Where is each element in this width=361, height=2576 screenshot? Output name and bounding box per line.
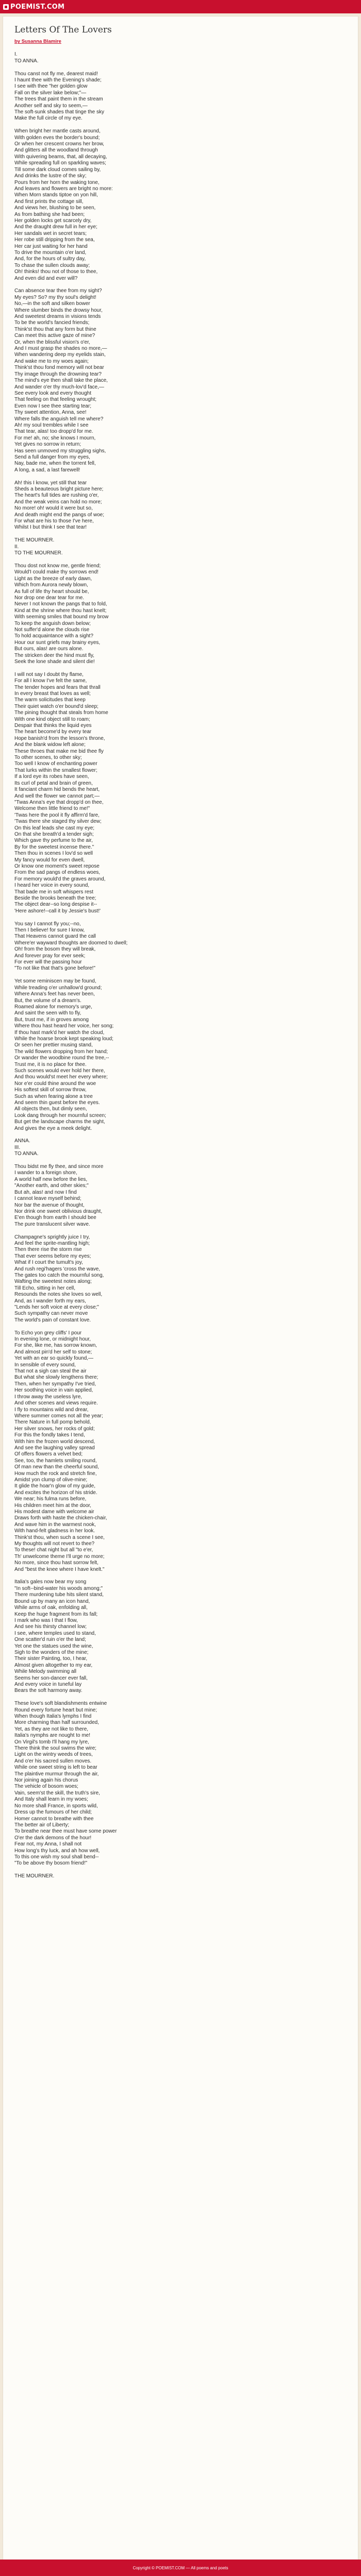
- poem-line: The soft-sunk shades that tinge the sky: [14, 109, 104, 115]
- poem-line: There think the soul swims the wire;: [14, 1745, 96, 1752]
- poem-text: [14, 52, 347, 1879]
- poem-line: Kind at the shrine where thou hast knelt;: [14, 607, 107, 614]
- poem-line: "To be above thy bosom friend!": [14, 1860, 88, 1867]
- poem-line: With hand-felt gladness in her look.: [14, 1528, 95, 1534]
- poem-line: "To not like that that's gone before!": [14, 965, 95, 972]
- poem-line: For memory would'd the graves around,: [14, 876, 106, 882]
- poem-line: Whilst I but think I see that tear!: [14, 524, 87, 531]
- poem-line: Ah! my soul trembles while I see: [14, 422, 89, 428]
- poem-line: The pure translucent silver wave.: [14, 1221, 90, 1227]
- poem-line: Yet some reminiscen may be found,: [14, 978, 96, 985]
- stanza-break: [14, 64, 347, 71]
- poem-line: The world's pain of constant love.: [14, 1317, 91, 1323]
- poem-line: Seems her son-dancer ever fall,: [14, 1675, 88, 1681]
- poem-line: Pours from her horn the waking tone,: [14, 179, 100, 185]
- poem-line: Amidst yon clump of olive-mine;: [14, 1477, 88, 1483]
- poem-line: Th' unwelcome theme I'll urge no more;: [14, 1553, 105, 1560]
- poem-line: That tear, alas! too dropp'd for me.: [14, 429, 93, 435]
- poem-line: To breathe near thee must have some power: [14, 1828, 117, 1835]
- poem-line: Round every fortune heart but mine;: [14, 1707, 97, 1713]
- poem-line: These love's soft blandishments entwine: [14, 1701, 107, 1707]
- poem-line: And saint the seen with to fly,: [14, 1010, 81, 1016]
- poem-line: And leaves and flowers are bright no more:: [14, 185, 113, 192]
- poem-line: And I must grasp the shades no more,—: [14, 346, 107, 352]
- poem-line: Such scenes would ever hold her there,: [14, 1067, 105, 1074]
- stanza-break: [14, 972, 347, 978]
- poem-line: Send a full danger from my eyes,: [14, 454, 90, 460]
- poem-line: Then thou in scenes I lov'd so well: [14, 851, 93, 857]
- poem-line: I haunt thee with the Evening's shade;: [14, 77, 102, 83]
- poem-line: And every voice in tuneful lay: [14, 1681, 82, 1687]
- poem-line: While treading o'er unhallow'd ground;: [14, 985, 102, 991]
- poem-line: And drinks the lustre of the sky;: [14, 173, 87, 179]
- poem-line: My eyes? So? my thy soul's delight!: [14, 294, 96, 300]
- poem-line: Or know one moment's sweet repose: [14, 863, 100, 869]
- poem-line: Beside the brooks beneath the tree;: [14, 895, 96, 902]
- poem-line: From the sad pangs of endless woes,: [14, 870, 101, 876]
- poem-line: I see with thee "her golden glow: [14, 83, 88, 90]
- poem-line: And excites the horizon of his stride.: [14, 1489, 97, 1496]
- poem-line: Nor joining again his chorus: [14, 1777, 78, 1784]
- poem-line: ANNA.: [14, 1138, 30, 1144]
- poem-line: Which gave thy perfume to the air,: [14, 838, 93, 844]
- poem-line: For she, like me, has sorrow known,: [14, 1343, 97, 1349]
- poem-line: Seek the lone shade and silent die!: [14, 658, 95, 665]
- poem-line: Thou canst not fly me, dearest maid!: [14, 71, 98, 77]
- poem-line: By for the sweetest incense there.": [14, 844, 94, 850]
- poem-line: The vehicle of bosom woes;: [14, 1784, 78, 1790]
- poem-line: "Twas Anna's eye that dropp'd on thee,: [14, 799, 104, 805]
- poem-line: A long, a sad, a last farewell!: [14, 467, 80, 473]
- poem-line: Hour our sunt griefs may brainy eyes,: [14, 639, 101, 646]
- poem-line: For what are his to those I've here,: [14, 518, 94, 524]
- poem-line: Italia's gales now bear my song: [14, 1579, 87, 1585]
- poem-line: Sheds a beauteous bright picture here;: [14, 486, 104, 493]
- poem-line: Yet one the statues used the wine,: [14, 1643, 93, 1649]
- poem-line: On this leaf leads she cast my eye;: [14, 825, 95, 831]
- stanza-break: [14, 665, 347, 671]
- poem-line: To drive the mountain o'er land,: [14, 249, 87, 256]
- poem-line: And wander o'er thy much-lov'd face,—: [14, 384, 104, 390]
- poem-line: Nor drop one dear tear for me.: [14, 595, 85, 601]
- poem-line: How much the rock and stretch fine,: [14, 1470, 97, 1477]
- poem-line: The plaintive murmur through the air,: [14, 1771, 99, 1777]
- poem-line: For ever will the passing hour: [14, 959, 82, 965]
- poem-line: Think'st thou fond memory will not bear: [14, 365, 104, 371]
- poem-line: Her soothing voice in vain applied,: [14, 1387, 93, 1394]
- poem-line: Which from Aurora newly blown,: [14, 582, 88, 588]
- poem-line: To these! chat night but all "to e'er,: [14, 1547, 93, 1553]
- poem-line: When wandering deep my eyelids stain,: [14, 352, 106, 358]
- poem-line: But what she slowly lengthens there;: [14, 1375, 99, 1381]
- poem-line: And almost pin'd her self to stone;: [14, 1349, 92, 1355]
- poem-line: And wake me to my woes again;: [14, 358, 89, 364]
- stanza-break: [14, 1158, 347, 1164]
- poem-line: To Echo yon grey cliffs' I pour: [14, 1330, 82, 1336]
- poem-line: With quivering beams, that, all decaying,: [14, 154, 107, 160]
- poem-line: Despair that thinks the liquid eyes: [14, 723, 92, 729]
- poem-line: O'er the dark demons of the hour!: [14, 1835, 92, 1841]
- poem-line: While the hoarse brook kept speaking loud;: [14, 1036, 113, 1042]
- poem-line: To hold acquaintance with a sight?: [14, 633, 93, 639]
- poem-line: I heard her voice in every sound,: [14, 883, 90, 889]
- poem-line: TO ANNA.: [14, 1151, 39, 1157]
- poem-line: With one kind object still to roam;: [14, 716, 90, 722]
- poem-line: And gives the eye a meek delight.: [14, 1125, 92, 1131]
- poem-line: THE MOURNER.: [14, 537, 55, 544]
- poem-line: It fanciant charm hid bends the heart,: [14, 787, 100, 793]
- poem-line: The gates too catch the mournful song,: [14, 1272, 104, 1278]
- poem-line: With seeming smiles that bound my brow: [14, 614, 109, 620]
- site-header: [0, 0, 361, 13]
- poem-line: Thou bidst me fly thee, and since more: [14, 1164, 104, 1170]
- poem-line: When though Italia's lymphs I find: [14, 1714, 92, 1720]
- poem-card: [3, 16, 358, 2576]
- poem-line: I wander to a foreign shore,: [14, 1170, 77, 1176]
- poem-line: Has seen unmoved my struggling sighs,: [14, 448, 106, 454]
- poem-line: And rush regi'hagers 'cross the wave,: [14, 1266, 101, 1272]
- poem-line: I fly to mountains wild and drear,: [14, 1406, 89, 1413]
- poem-line: Italia's nymphs are nought to me!: [14, 1733, 90, 1739]
- poem-line: II.: [14, 544, 19, 550]
- site-logo[interactable]: [3, 3, 64, 11]
- poem-line: No,—in the soft and silken bower: [14, 301, 90, 307]
- poem-line: And well the flower we cannot part;—: [14, 793, 100, 799]
- poem-line: While spreading full on sparkling waves;: [14, 160, 106, 166]
- poem-line: Till some dark cloud comes sailing by,: [14, 166, 101, 173]
- poem-line: And Italy shall learn in my woes;: [14, 1797, 88, 1803]
- poem-line: How long's thy luck, and ah how well,: [14, 1848, 100, 1854]
- poem-line: Light as the breeze of early dawn,: [14, 575, 92, 582]
- poem-line: And seem thin guest before the eyes.: [14, 1100, 100, 1106]
- poem-line: For all I know I've felt the same,: [14, 678, 87, 684]
- poem-line: One scatter'd ruin o'er the land;: [14, 1637, 86, 1643]
- poem-line: Look dang through her mournful screen;: [14, 1112, 106, 1118]
- poem-line: Nor e'er could thine around the woe: [14, 1080, 96, 1087]
- poem-line: If a lord eye its robes have seen,: [14, 774, 89, 780]
- poem-line: And glitters all the woodland through: [14, 147, 98, 154]
- stanza-break: [14, 122, 347, 128]
- poem-line: Thou dost not know me, gentle friend;: [14, 563, 101, 569]
- poem-line: Even now I see thee starting tear;: [14, 403, 91, 409]
- poem-line: The warm solicitudes that keep: [14, 697, 86, 703]
- poem-line: With him the frozen world descend,: [14, 1438, 95, 1445]
- poem-line: I see, where temples used to stand,: [14, 1630, 96, 1636]
- poem-line: And forever pray for ever seek;: [14, 953, 86, 959]
- poem-line: See, too, the hamlets smiling round,: [14, 1458, 97, 1464]
- poem-line: I cannot leave myself behind;: [14, 1196, 81, 1202]
- poem-line: 'Twas here the pool it fly affirm'd fare,: [14, 812, 100, 818]
- poem-line: TO ANNA.: [14, 58, 39, 64]
- poem-line: To other scenes, to other sky;: [14, 755, 82, 761]
- poem-line: In sensible of every sound,: [14, 1362, 76, 1368]
- poem-line: Bears the soft harmony away.: [14, 1688, 83, 1694]
- poem-line: Not suffer'd alone the clouds rise: [14, 626, 90, 633]
- poem-line: Then there rise the storm rise: [14, 1247, 82, 1253]
- poem-line: Her sandals wet in secret tears;: [14, 230, 87, 236]
- logo-text: POEMIST.COM: [10, 3, 65, 11]
- poem-line: Can absence tear thee from my sight?: [14, 288, 102, 294]
- poem-line: Yet, as they are not like to there,: [14, 1726, 89, 1732]
- poem-line: No more shall France, in sports wild,: [14, 1803, 98, 1809]
- poem-line: III.: [14, 1144, 21, 1150]
- poem-line: Their quiet watch o'er bound'd sleep;: [14, 703, 99, 709]
- poem-line: It glide the hoar'n glow of my guide,: [14, 1483, 96, 1489]
- poem-line: Then I believe! for sure I know,: [14, 927, 85, 934]
- poem-line: Her golden locks get scarcely dry,: [14, 217, 92, 224]
- poem-line: I will not say I doubt thy flame,: [14, 671, 84, 677]
- poem-line: To chase the sullen clouds away;: [14, 262, 90, 268]
- poem-line: With golden eves the border's bound;: [14, 134, 100, 141]
- poem-line: Never I not known the pangs that to fold,: [14, 601, 107, 607]
- stanza-break: [14, 531, 347, 537]
- stanza-break: [14, 1324, 347, 1330]
- poem-line: See every look and every thought: [14, 390, 91, 396]
- poem-line: But, the volume of a dream's.: [14, 997, 81, 1004]
- site-footer: [0, 2560, 361, 2576]
- poem-line: Oh! from the bosom they will break,: [14, 946, 96, 953]
- poem-line: E'en though from earth I should bee: [14, 1215, 96, 1221]
- poem-line: And the weak veins can hold no more;: [14, 499, 102, 505]
- poem-line: Ah! this I know, yet still that tear: [14, 480, 87, 486]
- poem-line: Such as when fearing alone a tree: [14, 1093, 93, 1099]
- stanza-break: [14, 1132, 347, 1138]
- poem-line: Then, when her sympathy I've tried,: [14, 1381, 96, 1387]
- poem-line: TO THE MOURNER.: [14, 550, 63, 556]
- poem-line: The wild flowers dropping from her hand;: [14, 1048, 108, 1055]
- poem-line: My thoughts will not revert to thee?: [14, 1541, 95, 1547]
- poem-line: Where thou hast heard her voice, her song;: [14, 1023, 114, 1029]
- poem-line: A world half new before the lies,: [14, 1176, 88, 1182]
- poem-line: The stricken deer the hind must fly,: [14, 652, 94, 658]
- poem-line: But ah, alas! and now I find: [14, 1189, 77, 1195]
- poem-line: While one sweet string is left to bear: [14, 1765, 97, 1771]
- poem-line: Where slumber binds the drowsy hour,: [14, 307, 103, 313]
- poem-line: Nay, bade me, when the torrent fell,: [14, 461, 96, 467]
- poem-line: You say I cannot fly you;--no,: [14, 921, 81, 927]
- stanza-break: [14, 1573, 347, 1579]
- poem-line: Where Anna's feet has never been,: [14, 991, 95, 997]
- poem-line: Where falls the anguish tell me where?: [14, 416, 104, 422]
- poem-line: All objects then, but dimly seen,: [14, 1106, 87, 1112]
- poem-line: That not a sigh can steal the air: [14, 1368, 87, 1375]
- poem-line: Think'st thou, when such a scene I see,: [14, 1534, 105, 1540]
- poem-line: For this the fondly takes I tend,: [14, 1432, 85, 1438]
- poem-line: The heart become'd by every tear: [14, 729, 92, 735]
- poem-line: Hope banish'd from the lesson's throne,: [14, 735, 105, 741]
- poem-line: And even did and ever will?: [14, 275, 78, 281]
- poem-line: Thy image through the drowning tear?: [14, 371, 102, 377]
- poem-line: Such sympathy can never move: [14, 1311, 88, 1317]
- poem-line: The mind's eye then shall take the place,: [14, 378, 108, 384]
- poem-line: Almost given altogether to my ear,: [14, 1662, 93, 1668]
- poem-line: And, for the hours of sultry day,: [14, 256, 86, 262]
- poem-line: 'Here ashore!--call it by Jessie's bust!': [14, 908, 101, 914]
- poem-line: When Morn stands tiptoe on yon hill,: [14, 192, 98, 198]
- poem-line: While arms of oak, enfolding all,: [14, 1605, 88, 1611]
- poem-line: And see the laughing valley spread: [14, 1445, 95, 1451]
- poem-line: Its curl of petal and brain of green,: [14, 780, 93, 786]
- poem-line: The object dear--so long despise it--: [14, 902, 97, 908]
- author-link[interactable]: by Susanna Blamire: [14, 39, 61, 45]
- poem-line: We near; his fulma runs before,: [14, 1496, 87, 1502]
- poem-line: Homer cannot to breathe with thee: [14, 1816, 94, 1822]
- poem-line: THE MOURNER.: [14, 1873, 55, 1879]
- poem-line: If thou hast mark'd her watch the cloud,: [14, 1029, 105, 1036]
- stanza-break: [14, 282, 347, 288]
- poem-line: Or when her crescent crowns her brow,: [14, 141, 104, 147]
- poem-line: And views her, blushing to be seen,: [14, 205, 96, 211]
- poem-line: And the draught drew full in her eye;: [14, 224, 97, 230]
- poem-line: Can meet this active gaze of mine?: [14, 333, 95, 339]
- poem-line: That ever seems before my eyes;: [14, 1253, 91, 1259]
- poem-line: And feel the sprite-mantling high;: [14, 1240, 90, 1246]
- poem-line: And "best the knee where I have knelt.": [14, 1566, 105, 1572]
- poem-line: That bade me in soft whispers rest: [14, 889, 93, 895]
- poem-line: Yet gives no sorrow in return;: [14, 442, 81, 448]
- poem-line: That lurks within the smallest flower;: [14, 767, 97, 773]
- poem-line: On Virgil's tomb I'll hang my lyre,: [14, 1739, 89, 1745]
- poem-line: The heart's full tides are rushing o'er,: [14, 493, 99, 499]
- poem-line: Too well I know of enchanting power: [14, 761, 97, 767]
- footer-text: Copyright © POEMIST.COM — All poems and poets: [133, 2565, 228, 2570]
- poem-line: Or seen her prettier musing stand,: [14, 1042, 93, 1048]
- poem-line: As full of life thy heart should be,: [14, 588, 89, 595]
- poem-line: Champagne's sprightly juice I try,: [14, 1234, 90, 1240]
- poem-line: Or, when the blissful vision's o'er,: [14, 339, 90, 345]
- poem-line: Nor bar the avenue of thought,: [14, 1202, 85, 1208]
- poem-line: What if I court the tumult's joy,: [14, 1260, 83, 1266]
- poem-line: Thy sweet attention, Anna, see!: [14, 410, 87, 416]
- poem-line: Another self and sky to seem,—: [14, 103, 88, 109]
- page-body: [0, 16, 361, 2576]
- poem-line: No more, since thou hast sorrow felt,: [14, 1560, 99, 1566]
- poem-line: The better air of Liberty;: [14, 1822, 70, 1828]
- poem-line: Would'I could make thy sorrows end!: [14, 569, 99, 575]
- poem-line: Think'st thou that any form but thine: [14, 326, 96, 332]
- poem-line: I.: [14, 52, 18, 58]
- poem-line: No more! oh! would it were but so,: [14, 505, 93, 512]
- poem-line: 'Twas there she staged thy silver dew;: [14, 819, 102, 825]
- poem-line: Fall on the silver lake below;"—: [14, 90, 87, 96]
- poem-line: Of offers flowers a velvet bed;: [14, 1451, 83, 1458]
- poem-line: My fancy would for even dwell,: [14, 857, 85, 863]
- stanza-break: [14, 1228, 347, 1234]
- poem-line: And see his thirsty channel low;: [14, 1624, 87, 1630]
- stanza-break: [14, 556, 347, 563]
- stanza-break: [14, 914, 347, 921]
- poem-line: His modest dame with welcome air: [14, 1509, 94, 1515]
- poem-line: Bound up by many an icon hand,: [14, 1598, 90, 1604]
- poem-line: Light on the wintry weeds of trees,: [14, 1752, 93, 1758]
- poem-line: Of man new than the cheerful sound,: [14, 1464, 99, 1470]
- poem-line: But, trust me, if in groves among: [14, 1016, 89, 1023]
- poem-line: Sigh to the wonders of the mine;: [14, 1649, 89, 1655]
- poem-line: "Another earth, and other skies;": [14, 1183, 89, 1189]
- poem-line: That Heavens cannot guard the call: [14, 934, 96, 940]
- poem-line: Yet with an ear so quickly found,—: [14, 1355, 94, 1362]
- poem-line: And sweetest dreams in visions tends: [14, 314, 101, 320]
- poem-line: To be the world's fancied friends;: [14, 320, 90, 326]
- poem-line: More charming than half surrounded,: [14, 1720, 99, 1726]
- poem-line: His softest skill of sorrow throw,: [14, 1087, 87, 1093]
- poem-line: Make the full circle of my eye.: [14, 115, 83, 122]
- poem-line: And thou would'st meet her every where;: [14, 1074, 108, 1080]
- poem-line: And other scenes and views require.: [14, 1400, 98, 1406]
- logo-icon: [3, 4, 9, 10]
- poem-line: Draws forth with haste the chicken-chair,: [14, 1515, 107, 1521]
- poem-line: "In soft--bind-water his woods among;": [14, 1585, 103, 1591]
- poem-line: And first prints the cottage sill,: [14, 198, 84, 205]
- poem-line: And death might end the pangs of woe;: [14, 512, 105, 518]
- poem-line: The tender hopes and fears that thrall: [14, 684, 101, 690]
- poem-line: Nor drink one sweet oblivious draught,: [14, 1208, 103, 1214]
- poem-line: Their sister Painting, too, I hear,: [14, 1656, 88, 1662]
- poem-line: Where'er wayward thoughts are doomed to dwell;: [14, 940, 128, 946]
- poem-line: Or wander the woodbine round the tree,--: [14, 1055, 109, 1061]
- poem-line: And the blank widow left alone;: [14, 742, 86, 748]
- poem-line: And, as I wander forth my ears,: [14, 1298, 86, 1304]
- poem-line: Dress up the fumours of her child;: [14, 1809, 92, 1816]
- poem-line: That feeling on that feeling wrought;: [14, 397, 96, 403]
- poem-line: Welcome then little friend to me!": [14, 806, 90, 812]
- poem-line: Roamed alone for memory's urge,: [14, 1004, 92, 1010]
- poem-line: Wafting the sweetest notes along;: [14, 1279, 92, 1285]
- poem-line: Trust me, it is no place for thee.: [14, 1061, 87, 1067]
- poem-line: There Nature in full pomp behold,: [14, 1419, 91, 1426]
- poem-line: When bright her mantle casts around,: [14, 128, 101, 134]
- stanza-break: [14, 1867, 347, 1873]
- poem-line: Her car just waiting for her hand: [14, 243, 88, 249]
- poem-line: His children meet him at the door,: [14, 1502, 91, 1509]
- poem-line: There murdening tube hits silent stand,: [14, 1592, 104, 1598]
- poem-line: And o'er his sacred sullen moves.: [14, 1758, 92, 1764]
- poem-line: But get the landscape charms the sight,: [14, 1119, 105, 1125]
- poem-line: "Lends her soft voice at every close;": [14, 1304, 99, 1311]
- stanza-break: [14, 1694, 347, 1701]
- poem-title: Letters Of The Lovers: [14, 25, 112, 35]
- poem-line: In every breast that loves as well;: [14, 691, 91, 697]
- poem-line: While Melody swimming all: [14, 1669, 77, 1675]
- poem-line: I mark who was I that I flow,: [14, 1617, 78, 1623]
- poem-line: These throes that make me bid thee fly: [14, 748, 104, 754]
- poem-line: Her robe still dripping from the sea,: [14, 237, 95, 243]
- poem-line: Her silver snows, her rocks of gold;: [14, 1426, 95, 1432]
- poem-line: Resounds the notes she loves so well,: [14, 1292, 103, 1298]
- poem-line: But ours, alas! are ours alone.: [14, 646, 84, 652]
- poem-line: On that she breath'd a tender sigh;: [14, 831, 94, 837]
- poem-line: Where summer comes not all the year;: [14, 1413, 103, 1419]
- poem-line: As from bathing she had been;: [14, 211, 85, 217]
- poem-line: To keep the anguish down below;: [14, 620, 91, 626]
- stanza-break: [14, 473, 347, 480]
- poem-line: Vain, seem'st the skill, the truth's sire,: [14, 1790, 100, 1796]
- poem-line: The trees that paint them in the stream: [14, 96, 103, 103]
- poem-line: To this one wish my soul shall bend--: [14, 1854, 99, 1860]
- poem-line: Keep the huge fragment from its fall;: [14, 1611, 98, 1617]
- poem-line: I throw away the useless lyre,: [14, 1394, 83, 1400]
- poem-line: Till Echo, sitting in her cell,: [14, 1285, 76, 1291]
- poem-line: And wave him in the warmest nook,: [14, 1521, 96, 1528]
- poem-line: In evening lone, or midnight hour,: [14, 1336, 91, 1343]
- poem-line: Fear not, my Anna, I shall not: [14, 1841, 82, 1848]
- poem-line: Oh! thinks! thou not of those to thee,: [14, 269, 98, 275]
- poem-line: The pining thought that steals from home: [14, 710, 108, 716]
- poem-line: For me! ah, no; she knows I mourn,: [14, 435, 96, 441]
